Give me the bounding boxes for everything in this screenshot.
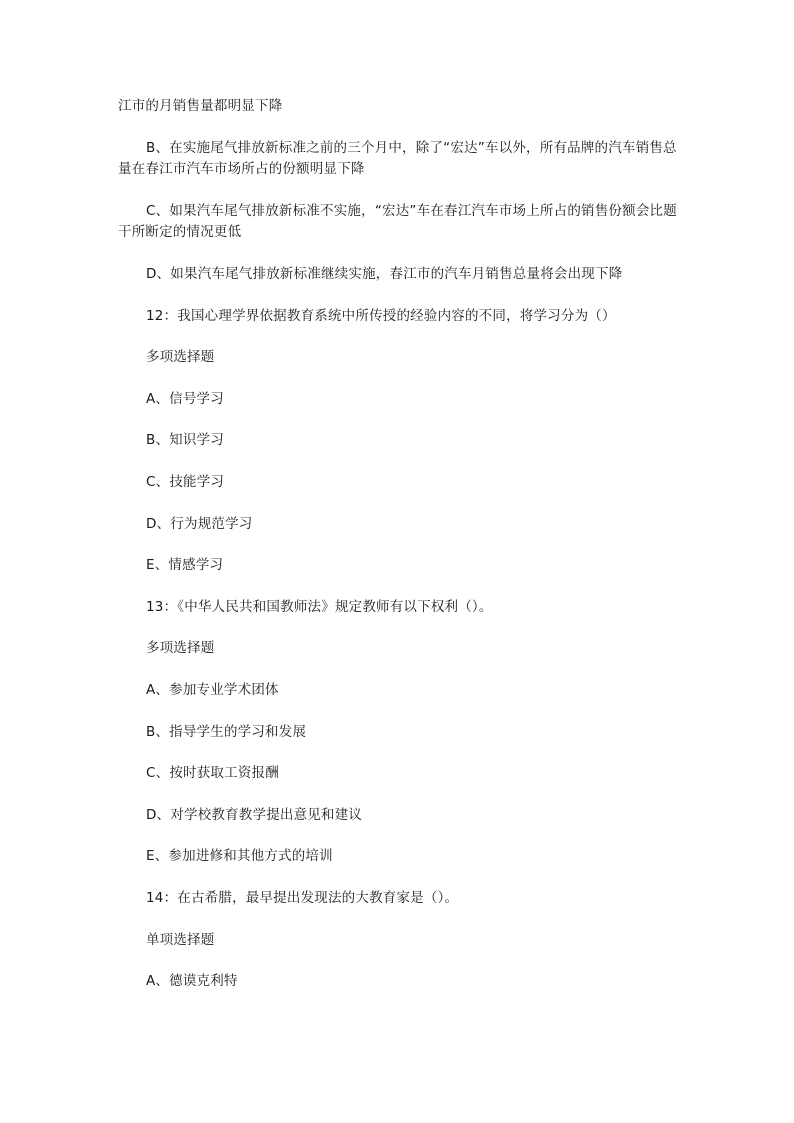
option-d: D、行为规范学习 — [146, 516, 253, 532]
option-a: A、参加专业学术团体 — [146, 682, 279, 698]
option-a: A、德谟克利特 — [146, 973, 238, 989]
question-14: 14：在古希腊，最早提出发现法的大教育家是（）。 — [146, 890, 459, 906]
paragraph-continuation: 江市的月销售量都明显下降 — [118, 98, 283, 114]
question-type-label: 单项选择题 — [146, 932, 215, 948]
question-13: 13：《中华人民共和国教师法》规定教师有以下权利（）。 — [146, 599, 493, 615]
option-b: B、知识学习 — [146, 432, 224, 448]
option-b: B、指导学生的学习和发展 — [146, 724, 307, 740]
option-c: C、技能学习 — [146, 474, 225, 490]
option-d: D、对学校教育教学提出意见和建议 — [146, 807, 363, 823]
question-type-label: 多项选择题 — [146, 349, 215, 365]
option-c: C、按时获取工资报酬 — [146, 765, 279, 781]
option-b: B、在实施尾气排放新标准之前的三个月中，除了“宏达”车以外，所有品牌的汽车销售总量在春江市汽车市场所占的份额明显下降 — [118, 140, 677, 177]
option-d: D、如果汽车尾气排放新标准继续实施，春江市的汽车月销售总量将会出现下降 — [146, 266, 623, 282]
option-c: C、如果汽车尾气排放新标准不实施，“宏达”车在春江汽车市场上所占的销售份额会比题干所断定的情况更低 — [118, 203, 677, 240]
option-e: E、参加进修和其他方式的培训 — [146, 848, 333, 864]
question-type-label: 多项选择题 — [146, 640, 215, 656]
option-e: E、情感学习 — [146, 557, 224, 573]
option-a: A、信号学习 — [146, 391, 224, 407]
question-12: 12：我国心理学界依据教育系统中所传授的经验内容的不同，将学习分为（） — [146, 308, 616, 324]
